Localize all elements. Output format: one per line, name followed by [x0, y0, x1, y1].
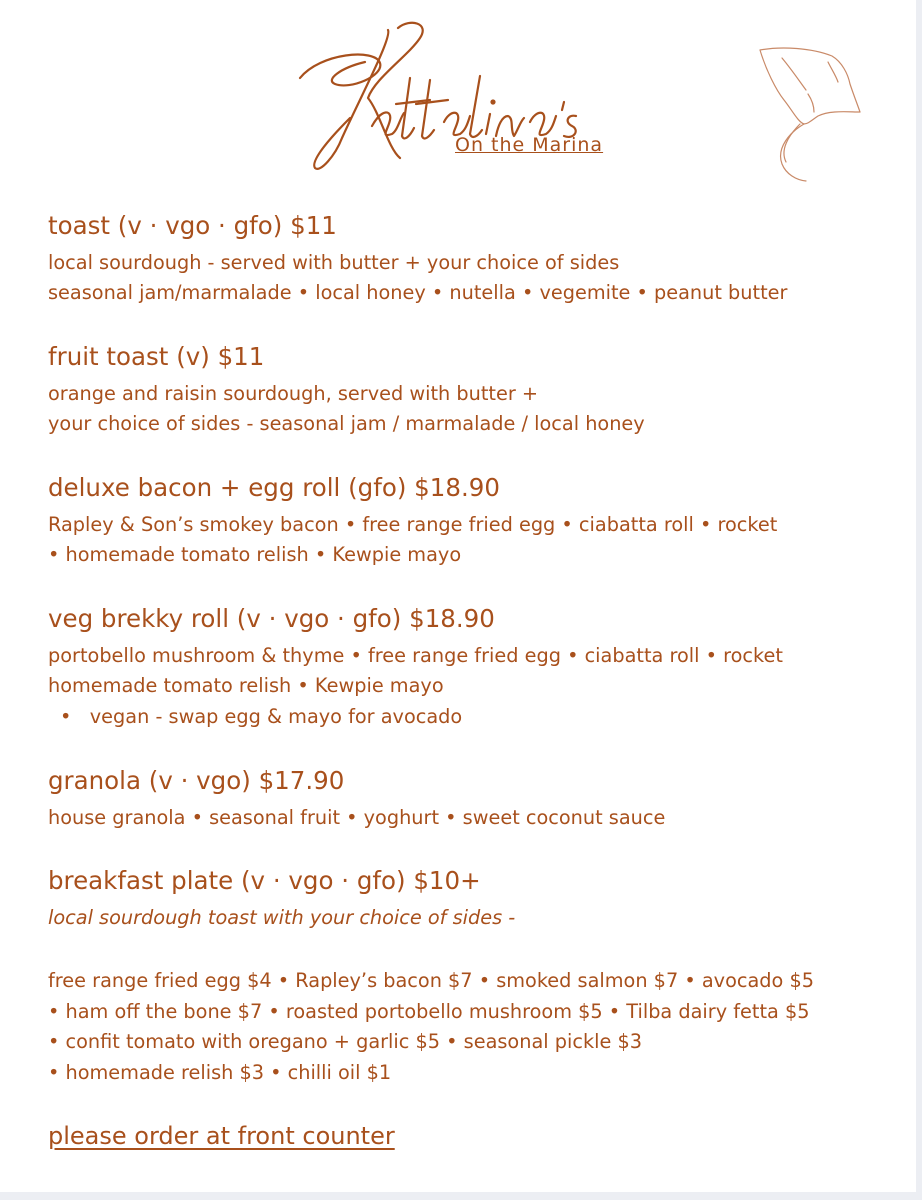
bullet-text: vegan - swap egg & mayo for avocado	[89, 705, 463, 728]
menu-item-title: granola (v · vgo) $17.90	[48, 766, 345, 795]
menu-item-description: • homemade tomato relish • Kewpie mayo	[48, 543, 462, 566]
menu-item-title: veg brekky roll (v · vgo · gfo) $18.90	[48, 604, 495, 633]
menu-item-description: homemade tomato relish • Kewpie mayo	[48, 674, 444, 697]
menu-item-title: deluxe bacon + egg roll (gfo) $18.90	[48, 473, 500, 502]
bullet-icon: •	[60, 705, 72, 728]
menu-item-description: orange and raisin sourdough, served with butter +	[48, 382, 539, 405]
menu-item-description: your choice of sides - seasonal jam / marmalade / local honey	[48, 412, 645, 435]
order-note: please order at front counter	[48, 1122, 395, 1150]
menu-item-description: • confit tomato with oregano + garlic $5 • seasonal pickle $3	[48, 1030, 642, 1053]
menu-item-description: free range fried egg $4 • Rapley’s bacon $7 • smoked salmon $7 • avocado $5	[48, 969, 814, 992]
menu-item-description: seasonal jam/marmalade • local honey • nutella • vegemite • peanut butter	[48, 281, 788, 304]
menu-item-title: breakfast plate (v · vgo · gfo) $10+	[48, 866, 481, 895]
menu-item-description: portobello mushroom & thyme • free range fried egg • ciabatta roll • rocket	[48, 644, 783, 667]
menu-item-title: fruit toast (v) $11	[48, 342, 265, 371]
menu-item-description: local sourdough - served with butter + your choice of sides	[48, 251, 620, 274]
menu-item-bullet	[60, 705, 462, 728]
menu-item-description: Rapley & Son’s smokey bacon • free range fried egg • ciabatta roll • rocket	[48, 513, 778, 536]
menu-item-description: • homemade relish $3 • chilli oil $1	[48, 1061, 392, 1084]
stingray-icon	[752, 40, 864, 185]
script-logo-icon	[280, 18, 600, 183]
menu-item-subtitle: local sourdough toast with your choice of sides -	[48, 906, 516, 929]
menu-item-title: toast (v · vgo · gfo) $11	[48, 211, 337, 240]
kattalinas-logo	[280, 18, 604, 183]
menu-item-description: house granola • seasonal fruit • yoghurt • sweet coconut sauce	[48, 806, 666, 829]
logo-subtitle: On the Marina	[455, 134, 604, 156]
menu-item-description: • ham off the bone $7 • roasted portobello mushroom $5 • Tilba dairy fetta $5	[48, 1000, 810, 1023]
